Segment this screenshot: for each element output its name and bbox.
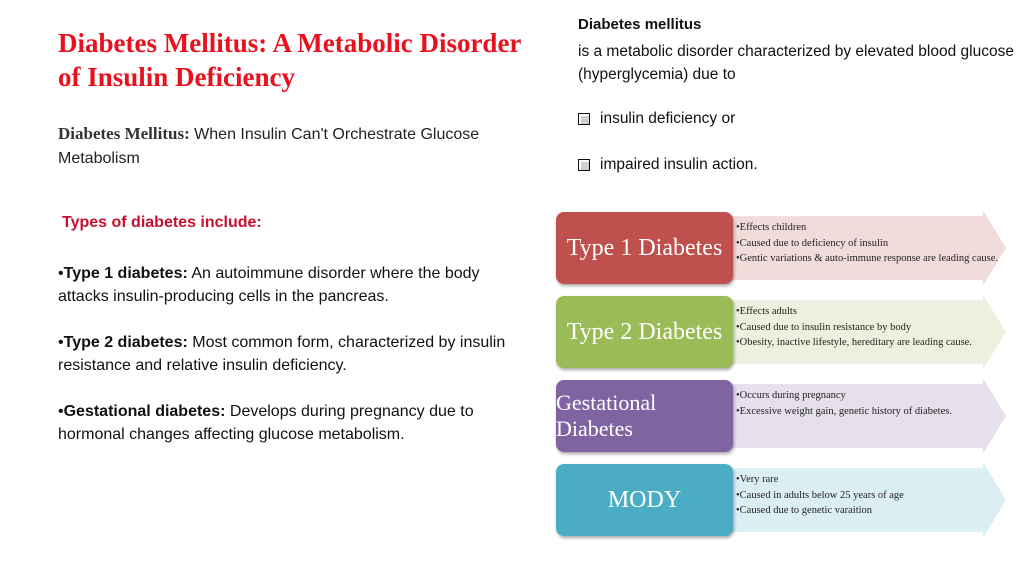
note-line: •Excessive weight gain, genetic history of diabetes.: [736, 405, 952, 417]
type-item-type2: [58, 331, 528, 377]
diagram-row-mody: [556, 462, 1011, 538]
subtitle: [58, 122, 538, 171]
checklist-label: impaired insulin action.: [600, 156, 758, 173]
diagram-row-type2: [556, 294, 1011, 370]
diagram-label-box: Type 1 Diabetes: [556, 212, 733, 284]
types-heading: Types of diabetes include:: [62, 214, 262, 231]
bullet: •: [58, 334, 64, 351]
type-text: Develops during pregnancy due to hormonal changes affecting glucose metabolism.: [58, 403, 474, 443]
diabetes-types-diagram: [556, 210, 1011, 542]
diagram-notes: [736, 304, 1004, 351]
type-item-gestational: [58, 400, 528, 446]
type-text: An autoimmune disorder where the body attacks insulin-producing cells in the pancreas.: [58, 265, 480, 305]
definition-text: is a metabolic disorder characterized by elevated blood glucose (hyperglycemia) due to: [578, 43, 1014, 83]
diagram-notes: [736, 220, 1004, 267]
diagram-label-box: Gestational Diabetes: [556, 380, 733, 452]
subtitle-lead: Diabetes Mellitus:: [58, 124, 190, 143]
diagram-row-type1: [556, 210, 1011, 286]
checkbox-icon: [578, 159, 590, 171]
bullet: •: [58, 403, 64, 420]
type-text: Most common form, characterized by insulin resistance and relative insulin deficiency.: [58, 334, 506, 374]
note-line: •Gentic variations & auto-immune response are leading cause.: [736, 253, 999, 264]
slide-title: Diabetes Mellitus: A Metabolic Disorder of Insulin Deficiency: [58, 28, 521, 92]
diagram-label-box: Type 2 Diabetes: [556, 296, 733, 368]
subtitle-text: When Insulin Can't Orchestrate Glucose Metabolism: [58, 126, 480, 167]
note-line: •Effects adults: [736, 306, 797, 317]
type-name: Gestational diabetes:: [63, 403, 226, 420]
diagram-notes: [736, 472, 1004, 519]
type-item-type1: [58, 262, 528, 308]
diagram-row-gestational: [556, 378, 1011, 454]
definition-heading: Diabetes mellitus: [578, 16, 702, 33]
type-name: Type 2 diabetes:: [63, 334, 188, 351]
note-line: •Occurs during pregnancy: [736, 390, 846, 401]
checkbox-icon: [578, 113, 590, 125]
checklist-item-impaired-action: [578, 156, 758, 174]
note-line: •Effects children: [736, 222, 807, 233]
note-line: •Caused in adults below 25 years of age: [736, 489, 904, 501]
checklist-item-insulin-deficiency: [578, 110, 735, 128]
note-line: •Caused due to genetic varaition: [736, 505, 873, 516]
checklist-label: insulin deficiency or: [600, 110, 736, 127]
diagram-label-box: MODY: [556, 464, 733, 536]
type-name: Type 1 diabetes:: [63, 265, 188, 282]
note-line: •Very rare: [736, 474, 779, 485]
bullet: •: [58, 265, 64, 282]
note-line: •Caused due to insulin resistance by body: [736, 321, 912, 333]
note-line: •Caused due to deficiency of insulin: [736, 237, 889, 249]
note-line: •Obesity, inactive lifestyle, hereditary are leading cause.: [736, 337, 972, 348]
diagram-notes: [736, 388, 1004, 419]
